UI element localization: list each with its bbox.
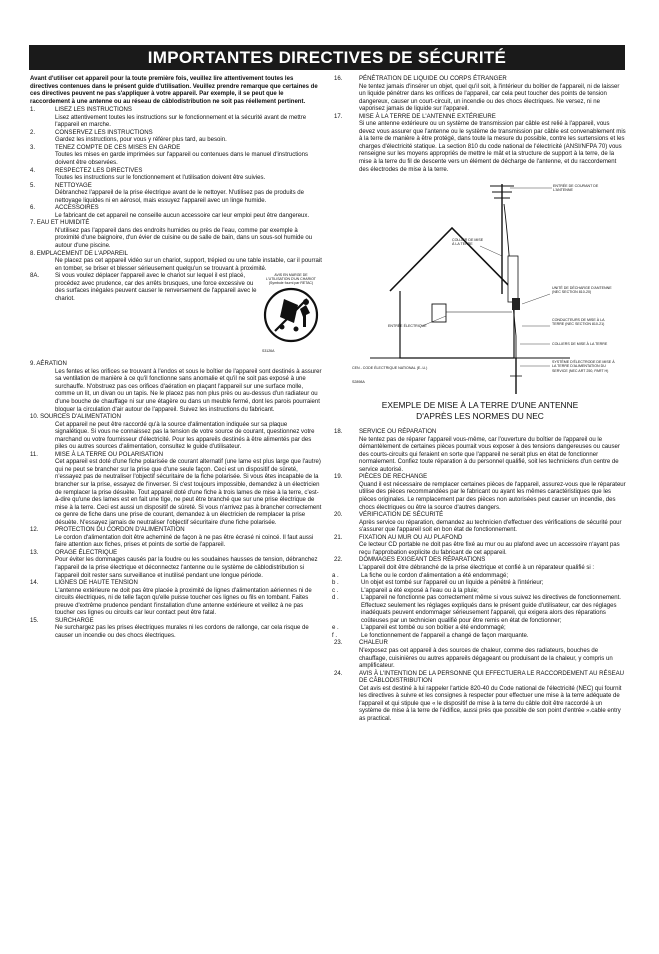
numbered-item [334, 512, 626, 535]
item-number: 21. [334, 534, 343, 541]
item-body: Toutes les instructions sur le fonctionnement et l'utilisation doivent être suivies. [55, 175, 266, 182]
sub-item-letter: e . [332, 625, 339, 632]
item-heading: LIGNES DE HAUTE TENSION [55, 580, 138, 587]
item-9 [30, 361, 322, 414]
numbered-item [334, 640, 626, 670]
item-number: 24. [334, 670, 343, 677]
item-body: Si vous voulez déplacer l'appareil avec le chariot sur lequel il est placé, procédez avec prudence, car des arrêts brusques, une force excessive ou des surfaces inégales peuvent causer le renversement de l'appareil avec le chariot. [55, 273, 257, 302]
item-8a [30, 273, 322, 361]
sub-item-text: Le fonctionnement de l'appareil a changé de façon marquante. [361, 632, 529, 639]
item-number: 1. [30, 107, 36, 114]
item-body: Lisez attentivement toutes les instructions sur le fonctionnement et la sécurité avant de mettre l'appareil en marche. [55, 114, 307, 129]
figure-caption-line-1: EXEMPLE DE MISE À LA TERRE D'UNE ANTENNE [381, 400, 579, 411]
item-heading: RESPECTEZ LES DIRECTIVES [55, 167, 143, 174]
sub-item-text: L'appareil ne fonctionne pas correctement même si vous suivez les directives de fonctionnement. Effectuez seulement les réglages expliqués dans le présent guide d'utilisateur, car des réglages inadéquats peuvent endommager sérieusement l'appareil, qui exigera alors des réparations coûteuses par un technicien qualifié pour être remis en état de fonctionner; [361, 595, 621, 624]
sub-item-letter: b . [332, 580, 339, 587]
label-nec: CEN - CODE ÉLECTRIQUE NATIONAL (E.-U.) [352, 366, 428, 371]
item-body: Toutes les mises en garde imprimées sur l'appareil ou contenues dans le manuel d'instructions doivent être observées. [55, 152, 309, 167]
numbered-item [30, 452, 322, 527]
sub-item [330, 633, 626, 641]
sub-item-letter: c . [332, 587, 339, 594]
item-heading: ACCESSOIRES [55, 205, 99, 212]
right-column [334, 76, 626, 723]
item-heading: VÉRIFICATION DE SÉCURITÉ [359, 512, 444, 519]
item-body: Cet appareil ne peut être raccordé qu'à la source d'alimentation indiquée sur sa plaque signalétique. Si vous ne connaissez pas la tension de votre source de courant, questionnez votre marchand ou votre fournisseur d'électricité. Pour les appareils destinés à être alimentés par des piles ou autres sources d'alimentation, consultez le guide d'utilisateur. [55, 421, 315, 451]
sub-item-text: Un objet est tombé sur l'appareil ou un liquide a pénétré à l'intérieur; [361, 580, 544, 587]
item-heading: PÉNÉTRATION DE LIQUIDE OU CORPS ÉTRANGER [359, 76, 507, 82]
sub-item-text: L'appareil est tombé ou son boîtier a été endommagé; [361, 625, 506, 632]
item-heading: PROTECTION DU CORDON D'ALIMENTATION [55, 527, 185, 534]
item-number: 13. [30, 549, 39, 556]
cart-code: S3126A [262, 348, 275, 353]
numbered-item [30, 205, 322, 220]
item-heading: ORAGE ÉLECTRIQUE [55, 549, 118, 556]
item-heading: CONSERVEZ LES INSTRUCTIONS [55, 129, 153, 136]
item-heading: PIÈCES DE RECHANGE [359, 474, 428, 481]
item-body: N'exposez pas cet appareil à des sources de chaleur, comme des radiateurs, bouches de chauffage, cuisinières ou autres appareils dégageant ou produisant de la chaleur, y compris un amplificateur. [359, 647, 613, 670]
item-heading: DOMMAGES EXIGEANT DES RÉPARATIONS [359, 557, 486, 564]
item-number: 12. [30, 527, 39, 534]
item-number: 4. [30, 167, 36, 174]
item-heading: AVIS À L'INTENTION DE LA PERSONNE QUI EFFECTUERA LE RACCORDEMENT AU RÉSEAU DE CÂBLODISTRIBUTION [359, 670, 625, 685]
numbered-item [30, 527, 322, 550]
numbered-item [30, 145, 322, 168]
item-number: 16. [334, 76, 343, 82]
item-body: Cet appareil est doté d'une fiche polarisée de courant alternatif (une lame est plus large que l'autre) qui ne peut se brancher sur la prise que d'une seule façon. Ceci est un dispositif de sûreté, n'essayez pas de neutraliser l'objectif sécuritaire de la fiche polarisée. Si vous êtes incapable de la brancher sur la prise, essayez de l'inverser. Si c'est toujours impossible, demandez à un électricien de remplacer la prise désuète. Tout appareil doté d'une fiche à trois lames de mise à la terre, c'est-à-dire qu'une des lames est en fait une tige, ne peut être branché que sur une prise électrique de mise à la terre. Ceci est aussi un dispositif de sûreté. Si vous n'arrivez pas à brancher correctement ce genre de fiche dans une prise de courant, demandez à un électricien de remplacer la prise désuète. N'essayez jamais de neutraliser l'objectif sécuritaire d'une fiche polarisée. [55, 459, 322, 526]
label-electrode-system: SYSTÈME D'ÉLECTRODE DE MISE À LA TERRE D'ALIMENTATION DU SERVICE (NEC ART 250, PART H) [552, 360, 615, 373]
label-ground-clamp-top: COLLIER DE MISE À LA TERRE [452, 238, 484, 247]
left-column [30, 76, 322, 640]
numbered-item [30, 618, 322, 641]
page-title: IMPORTANTES DIRECTIVES DE SÉCURITÉ [29, 45, 625, 70]
item-heading: CHALEUR [359, 640, 388, 647]
sub-item [330, 625, 626, 633]
label-service-equipment: ENTRÉE ÉLECTRIQUE [388, 324, 427, 329]
numbered-item [334, 535, 626, 558]
item-number: 19. [334, 474, 343, 481]
item-body: N'utilisez pas l'appareil dans des endroits humides ou près de l'eau, comme par exemple à proximité d'une baignoire, d'un évier de cuisine ou de salle de bain, dans un sous-sol humide ou autour d'une piscine. [55, 227, 313, 250]
item-number: 22. [334, 557, 343, 564]
label-discharge-unit: UNITÉ DE DÉCHARGE D'ANTENNE (NEC SECTION 810-20) [552, 286, 612, 295]
item-number: 20. [334, 512, 343, 519]
item-body: Le cordon d'alimentation doit être acheminé de façon à ne pas être écrasé ni coincé. Il faut aussi faire attention aux fiches, prises et points de sortie de l'appareil. [55, 534, 314, 549]
sub-item-letter: f . [332, 632, 338, 639]
label-grounding-conductors: CONDUCTEURS DE MISE À LA TERRE (NEC SECTION 810-21) [552, 318, 605, 327]
item-heading: 7. EAU ET HUMIDITÉ [30, 220, 90, 227]
numbered-item [30, 550, 322, 580]
intro-paragraph: Avant d'utiliser cet appareil pour la toute première fois, veuillez lire attentivement toutes les directives contenues dans le présent guide d'utilisation. Veuillez prendre remarque que certaines de ces directives peuvent ne pas s'appliquer à votre appareil. Par exemple, il se peut que le raccordement à une antenne ou au réseau de câblodistribution ne soit pas réellement pertinent. [30, 76, 318, 105]
label-ground-clamps: COLLIERS DE MISE À LA TERRE [552, 342, 608, 347]
item-body: Ne placez pas cet appareil vidéo sur un chariot, support, trépied ou une table instable, car il pourrait en tomber, se briser et blesser sérieusement quelqu'un se trouvant à proximité. [55, 258, 322, 272]
item-body: Cet avis est destiné à lui rappeler l'article 820-40 du Code national de l'électricité (NEC) qui fournit les directives à suivre et les consignes à respecter pour effectuer une mise à la terre adéquate de l'appareil et qui stipule que « le dispositif de mise à la terre du câble doit être raccordé à un système de mise à la terre de l'édifice, aussi près que possible de son point d'entrée ».cable entry as practical. [359, 685, 622, 722]
item-heading: SURCHARGE [55, 617, 94, 624]
item-heading: LISEZ LES INSTRUCTIONS [55, 107, 132, 114]
sub-item [330, 580, 626, 588]
numbered-item [334, 114, 626, 174]
item-number: 2. [30, 129, 36, 136]
cart-warning-label: AVIS EN MARGE DE L'UTILISATION D'UN CHARIOT (Symbole fourni par RETAC) [266, 273, 316, 286]
numbered-item [30, 183, 322, 206]
item-8 [30, 251, 322, 274]
item-body: L'antenne extérieure ne doit pas être placée à proximité de lignes d'alimentation aériennes ni de circuits électriques, ni de telle façon qu'elle puisse toucher ces lignes ou fils en tombant. Faites preuve d'extrême prudence pendant l'installation d'une antenne extérieure et veillez à ne pas toucher ces lignes ou circuits car leur contact peut être fatal. [55, 587, 312, 617]
item-number: 5. [30, 182, 36, 189]
item-heading: FIXATION AU MUR OU AU PLAFOND [359, 534, 463, 541]
numbered-item [334, 671, 626, 724]
item-number: 3. [30, 144, 36, 151]
sub-item-text: La fiche ou le cordon d'alimentation a été endommagé; [361, 572, 509, 579]
label-figure-code: S2898A [352, 380, 365, 385]
item-heading: NETTOYAGE [55, 182, 92, 189]
item-number: 8A. [30, 273, 40, 280]
item-body: Débranchez l'appareil de la prise électrique avant de le nettoyer. N'utilisez pas de produits de nettoyage liquides ni en aérosol, mais essuyez l'appareil avec un linge humide. [55, 190, 305, 204]
item-body: Ne tentez jamais d'insérer un objet, quel qu'il soit, à l'intérieur du boîtier de l'appareil, ni de laisser un liquide pénétrer dans les orifices de l'appareil, car cela peut toucher des points de tension dangereux, causer un court-circuit, un incendie ou des chocs électriques. Ne versez, ni ne vaporisez jamais de liquide sur l'appareil. [359, 83, 620, 113]
cart-tipping-icon [262, 285, 320, 345]
item-number: 14. [30, 580, 39, 587]
item-10 [30, 414, 322, 452]
item-number: 11. [30, 451, 38, 458]
item-number: 23. [334, 640, 343, 647]
item-body: Si une antenne extérieure ou un système de transmission par câble est relié à l'appareil, vous devez vous assurer que l'antenne ou le système de transmission par câble est convenablement mis à la terre de manière à être protégé, dans toute la mesure du possible, contre les surtensions et les charges d'électricité statique. La section 810 du code national de l'électricité (ANSI/NFPA 70) vous renseigne sur les moyens appropriés de mettre le mât et la structure de support à la terre, de la mise à la terre du fil de descente vers un élément de décharge de l'antenne, et du raccordement des électrodes de mise à la terre. [359, 121, 626, 173]
label-lead-in: ENTRÉE DE COURANT DE L'ANTENNE [553, 184, 599, 193]
item-heading: 9. AÉRATION [30, 361, 67, 368]
numbered-item [334, 429, 626, 474]
item-body: Le fabricant de cet appareil ne conseille aucun accessoire car leur emploi peut être dangereux. [55, 212, 310, 219]
numbered-item [30, 580, 322, 618]
sub-item [330, 588, 626, 596]
item-body: Les fentes et les orifices se trouvant à l'endos et sous le boîtier de l'appareil sont destinés à assurer sa ventilation de manière à ce qu'il fonctionne sans anomalie et qu'il ne soit pas exposé à une surchauffe. N'obstruez pas ces orifices d'aération en plaçant l'appareil sur une surface molle, comme un lit, un divan ou un tapis. Ne le placez pas non plus près ou au-dessus d'un radiateur ou d'une bouche de chauffage ni sur une étagère ou dans un meuble fermé, dont les parois pourraient bloquer la circulation d'air autour de l'appareil. Suivez les instructions du fabricant. [55, 368, 322, 413]
sub-item [330, 573, 626, 581]
item-body: Ne tentez pas de réparer l'appareil vous-même, car l'ouverture du boîtier de l'appareil ou le démantèlement de certaines pièces pourrait vous exposer à des tensions dangereuses ou causer des courts-circuits qui feraient en sorte que l'appareil ne serait plus en état de fonctionner normalement. Confiez toute réparation à du personnel qualifié, soit les techniciens d'un centre de service autorisé. [359, 436, 620, 473]
numbered-item [334, 557, 626, 572]
item-body: Après service ou réparation, demandez au technicien d'effectuer des vérifications de sécurité pour s'assurer que l'appareil soit en bon état de fonctionnement. [359, 519, 622, 534]
numbered-item [334, 76, 626, 114]
item-body: Quand il est nécessaire de remplacer certaines pièces de l'appareil, assurez-vous que le réparateur utilise des pièces recommandées par le fabricant ou ayant les mêmes caractéristiques que les pièces originales. Le remplacement par des pièces non autorisées peut causer un incendie, des chocs électriques ou être la source d'autres dangers. [359, 481, 626, 511]
item-heading: MISE À LA TERRE OU POLARISATION [55, 451, 163, 458]
numbered-item [334, 474, 626, 512]
antenna-grounding-figure [340, 176, 620, 406]
item-number: 15. [30, 617, 39, 624]
item-number: 17. [334, 113, 343, 120]
item-body: Ce lecteur CD portable ne doit pas être fixé au mur ou au plafond avec un accessoire n'ayant pas reçu l'approbation explicite du fabricant de cet appareil. [359, 542, 620, 556]
numbered-item [30, 130, 322, 145]
numbered-item [30, 107, 322, 130]
item-7 [30, 220, 322, 250]
item-heading: 10. SOURCES D'ALIMENTATION [30, 414, 121, 421]
cart-warning-figure [262, 273, 320, 361]
item-body: L'appareil doit être débranché de la prise électrique et confié à un réparateur qualifié si : [359, 564, 595, 571]
item-heading: 8. EMPLACEMENT DE L'APPAREIL [30, 250, 129, 257]
item-heading: TENEZ COMPTE DE CES MISES EN GARDE [55, 144, 181, 151]
sub-item-text: L'appareil a été exposé à l'eau ou à la pluie; [361, 587, 479, 594]
item-body: Ne surchargez pas les prises électriques murales ni les cordons de rallonge, car cela risque de causer un incendie ou des chocs électriques. [55, 625, 309, 639]
numbered-item [30, 168, 322, 183]
item-body: Pour éviter les dommages causés par la foudre ou les soudaines hausses de tension, débranchez l'appareil de la prise électrique et déconnectez l'antenne ou le système de câblodistribution si l'appareil doit rester sans surveillance et inutilisé pendant une longue période. [55, 557, 318, 579]
sub-item [330, 595, 626, 625]
item-body: Gardez les instructions, pour vous y référer plus tard, au besoin. [55, 137, 227, 144]
sub-item-letter: d . [332, 595, 339, 602]
item-number: 18. [334, 429, 343, 436]
sub-item-letter: a . [332, 572, 339, 579]
figure-caption-line-2: D'APRÈS LES NORMES DU NEC [416, 411, 544, 422]
item-number: 6. [30, 205, 36, 212]
item-heading: MISE À LA TERRE DE L'ANTENNE EXTÉRIEURE [359, 113, 496, 120]
item-heading: SERVICE OU RÉPARATION [359, 429, 437, 436]
